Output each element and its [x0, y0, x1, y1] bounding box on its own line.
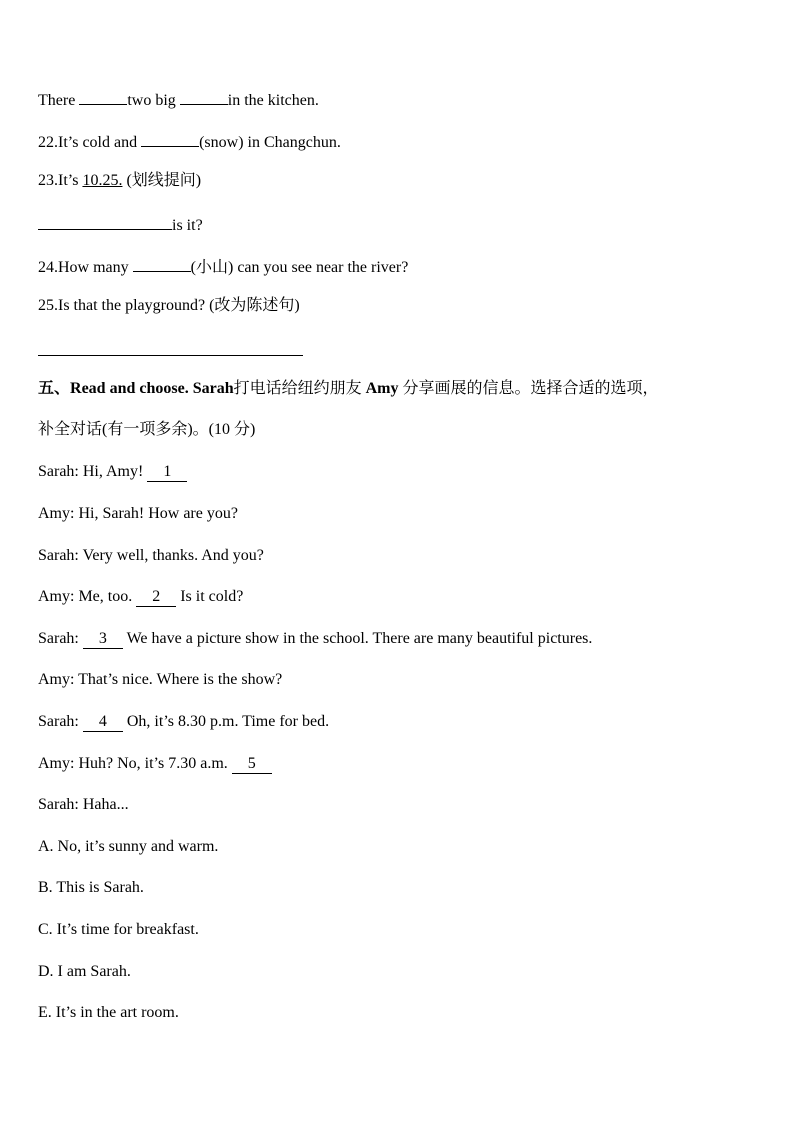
option-a: A. No, it’s sunny and warm.	[38, 838, 219, 855]
answer-blank-3[interactable]: 3	[83, 630, 123, 649]
dialogue-line	[38, 754, 272, 774]
option-d: D. I am Sarah.	[38, 963, 131, 980]
q23-answer-blank[interactable]	[38, 213, 172, 230]
q23-answer-text: is it?	[172, 217, 203, 234]
answer-blank-5[interactable]: 5	[232, 755, 272, 774]
question-23	[38, 171, 201, 191]
dialogue-line	[38, 587, 243, 607]
q24-text-a: 24.How many	[38, 259, 133, 276]
dialogue-line	[38, 629, 592, 649]
section-5-title-cn2: 分享画展的信息。选择合适的选项，	[402, 380, 659, 397]
dialogue-text-after: We have a picture show in the school. There are many beautiful pictures.	[122, 630, 593, 647]
section-5-title-cn: 打电话给纽约朋友	[233, 380, 362, 397]
dialogue-text: Sarah: Hi, Amy!	[38, 463, 148, 480]
question-21-line	[38, 88, 319, 111]
dialogue-text-after: Is it cold?	[176, 588, 244, 605]
dialogue-text: Sarah:	[38, 713, 83, 730]
question-22	[38, 130, 341, 153]
q21-text-a: There	[38, 92, 80, 109]
dialogue-text: Amy: Huh? No, it’s 7.30 a.m.	[38, 755, 232, 772]
section-5-heading-line2	[38, 420, 255, 440]
q21-blank-1[interactable]	[79, 88, 127, 105]
q25-text: 25.Is that the playground? (改为陈述句)	[38, 297, 300, 314]
option-c: C. It’s time for breakfast.	[38, 921, 199, 938]
q25-answer-line[interactable]	[38, 355, 303, 356]
q23-text-b: (划线提问)	[122, 172, 202, 189]
option-e: E. It’s in the art room.	[38, 1004, 179, 1021]
dialogue-line	[38, 712, 329, 732]
dialogue-text: Amy: Hi, Sarah! How are you?	[38, 505, 238, 522]
section-5-name: Sarah	[192, 380, 234, 397]
q22-text-a: 22.It’s cold and	[38, 134, 142, 151]
dialogue-text: Amy: Me, too.	[38, 588, 137, 605]
section-5-title-en: Read and choose.	[70, 380, 189, 397]
answer-blank-1[interactable]: 1	[147, 463, 187, 482]
answer-blank-4[interactable]: 4	[83, 713, 123, 732]
q23-text-a: 23.It’s	[38, 172, 83, 189]
dialogue-text: Sarah:	[38, 630, 83, 647]
q24-text-b: (小山) can you see near the river?	[190, 259, 409, 276]
q23-underlined: 10.25.	[82, 172, 123, 189]
q22-text-b: (snow) in Changchun.	[199, 134, 341, 151]
option-b: B. This is Sarah.	[38, 879, 144, 896]
dialogue-text: Amy: That’s nice. Where is the show?	[38, 671, 283, 688]
question-25	[38, 296, 300, 316]
section-5-heading	[38, 379, 659, 399]
dialogue-line	[38, 795, 129, 815]
dialogue-text: Sarah: Haha...	[38, 796, 129, 813]
dialogue-text: Sarah: Very well, thanks. And you?	[38, 547, 264, 564]
dialogue-line	[38, 462, 187, 482]
q21-text-b: two big	[127, 92, 180, 109]
question-23-answer	[38, 213, 203, 236]
dialogue-text-after: Oh, it’s 8.30 p.m. Time for bed.	[122, 713, 330, 730]
question-24	[38, 255, 408, 278]
q22-blank[interactable]	[141, 130, 199, 147]
section-5-number: 五、	[38, 380, 71, 397]
q24-blank[interactable]	[133, 255, 191, 272]
dialogue-line	[38, 504, 238, 524]
section-5-instruction: 补全对话(有一项多余)。(10 分)	[38, 421, 256, 438]
dialogue-line	[38, 670, 282, 690]
answer-blank-2[interactable]: 2	[136, 588, 176, 607]
q21-text-c: in the kitchen.	[227, 92, 319, 109]
dialogue-line	[38, 546, 264, 566]
section-5-name2: Amy	[365, 380, 399, 397]
q21-blank-2[interactable]	[180, 88, 228, 105]
